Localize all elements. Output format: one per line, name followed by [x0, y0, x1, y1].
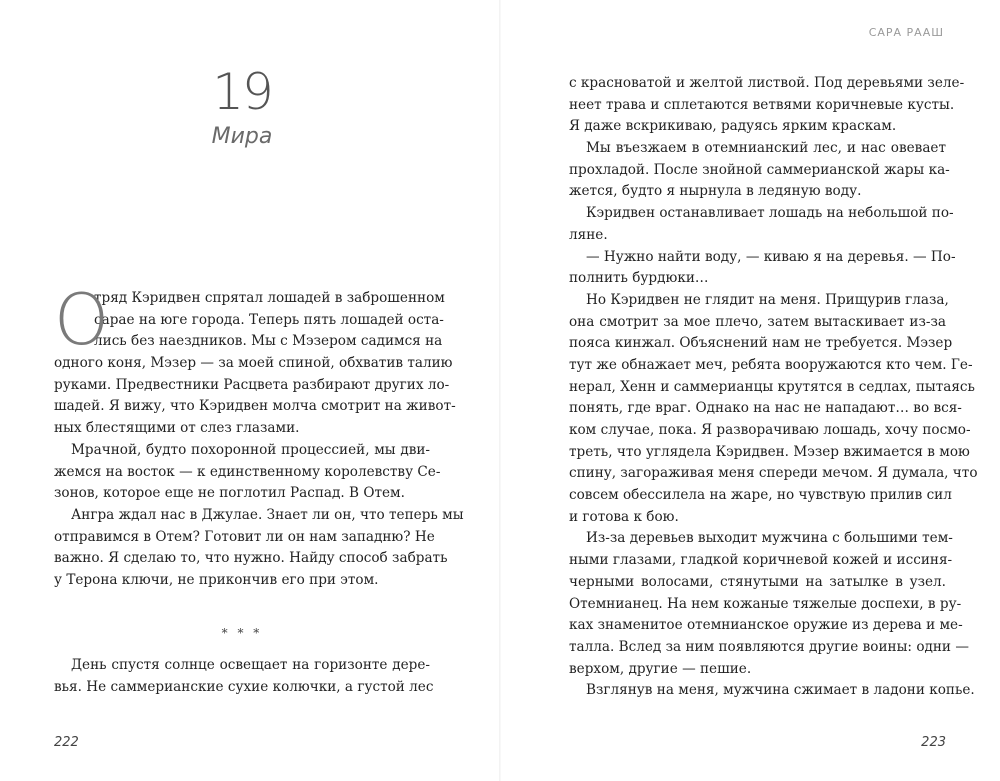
- right-page: [500, 0, 1000, 781]
- text-line: шадей. Я вижу, что Кэридвен молча смотрит на живот-: [54, 398, 456, 415]
- left-text-bottom: [54, 655, 434, 698]
- paragraph: [569, 138, 950, 203]
- text-line: понять, где враг. Однако на нас не нападают… во вся-: [569, 400, 962, 417]
- first-paragraph: [54, 279, 456, 440]
- running-head: САРА РААШ: [868, 26, 944, 39]
- paragraph: [569, 247, 956, 290]
- text-line: совсем обессилела на жаре, но чувствую прилив сил: [569, 487, 952, 504]
- text-line: и готова к бою.: [569, 508, 679, 525]
- text-line: черными волосами, стянутыми на затылке в узел.: [569, 573, 946, 590]
- chapter-title: Мира: [211, 124, 273, 149]
- text-line: Мы въезжаем в отемнианский лес, и нас овевает: [586, 140, 946, 157]
- paragraph: [54, 440, 441, 505]
- text-line: ными глазами, гладкой коричневой кожей и иссиня-: [569, 552, 953, 569]
- text-line: Взглянув на меня, мужчина сжимает в ладони копье.: [586, 682, 975, 699]
- page-number-right: 223: [921, 735, 946, 750]
- text-line: с красноватой и желтой листвой. Под деревьями зеле-: [569, 75, 965, 91]
- text-line: Я даже вскрикиваю, радуясь ярким краскам.: [569, 118, 897, 135]
- text-line: нерал, Хенн и саммерианцы крутятся в седлах, пытаясь: [569, 378, 975, 395]
- text-line: прохладой. После знойной саммерианской жары ка-: [569, 161, 950, 178]
- text-line: Из-за деревьев выходит мужчина с большими тем-: [586, 530, 953, 547]
- text-line: жется, будто я нырнула в ледяную воду.: [569, 183, 862, 200]
- chapter-number: 19: [212, 63, 272, 121]
- paragraph: [54, 505, 464, 592]
- text-line: Кэридвен останавливает лошадь на небольшой по-: [586, 205, 954, 222]
- text-line: зонов, которое еще не поглотил Распад. В Отем.: [54, 485, 405, 502]
- paragraph: [569, 203, 954, 246]
- text-line: ных блестящими от слез глазами.: [54, 420, 300, 437]
- text-line: тряд Кэридвен спрятал лошадей в заброшенном: [94, 290, 445, 306]
- text-line: тут же обнажает меч, ребята вооружаются кто чем. Ге-: [569, 356, 973, 373]
- right-text-column: [569, 73, 978, 702]
- text-line: Ангра ждал нас в Джулае. Знает ли он, что теперь мы: [71, 506, 464, 523]
- left-text-top: [54, 279, 464, 592]
- paragraph: [569, 290, 978, 529]
- text-line: спину, загораживая меня спереди мечом. Я думала, что: [569, 465, 978, 482]
- text-line: руками. Предвестники Расцвета разбирают других ло-: [54, 376, 450, 393]
- text-line: верхом, другие — пешие.: [569, 660, 752, 677]
- text-line: талла. Вслед за ним появляются другие воины: одни —: [569, 638, 969, 655]
- text-line: Отемнианец. На нем кожаные тяжелые доспехи, в ру-: [569, 595, 962, 612]
- scene-break: * * *: [221, 626, 263, 640]
- paragraph: [569, 680, 975, 702]
- paragraph: [569, 73, 965, 138]
- text-line: Мрачной, будто похоронной процессией, мы дви-: [71, 441, 430, 458]
- text-line: ляне.: [569, 226, 608, 243]
- paragraph: [569, 528, 969, 680]
- text-line: у Терона ключи, не прикончив его при этом.: [54, 571, 379, 588]
- text-line: лись без наездников. Мы с Мэзером садимся на: [94, 333, 443, 350]
- text-line: одного коня, Мэзер — за моей спиной, обхватив талию: [54, 355, 453, 372]
- text-line: отправимся в Отем? Готовит ли он нам западню? Не: [54, 528, 435, 545]
- text-line: неет трава и сплетаются ветвями коричневые кусты.: [569, 96, 955, 113]
- text-line: важно. Я сделаю то, что нужно. Найду способ забрать: [54, 550, 448, 567]
- text-line: пояса кинжал. Объяснений нам не требуется. Мэзер: [569, 335, 953, 352]
- text-line: ком случае, пока. Я разворачиваю лошадь, хочу посмо-: [569, 422, 971, 438]
- text-line: вья. Не саммерианские сухие колючки, а густой лес: [54, 678, 434, 695]
- page-number-left: 222: [54, 735, 79, 750]
- text-line: ках знаменитое отемнианское оружие из дерева и ме-: [569, 617, 963, 634]
- text-line: треть, что углядела Кэридвен. Мэзер вжимается в мою: [569, 443, 970, 460]
- text-line: Но Кэридвен не глядит на меня. Прищурив глаза,: [586, 291, 949, 308]
- text-line: жемся на восток — к единственному королевству Се-: [54, 463, 441, 480]
- text-line: сарае на юге города. Теперь пять лошадей оста-: [94, 311, 444, 328]
- text-line: День спустя солнце освещает на горизонте дере-: [71, 657, 430, 673]
- text-line: она смотрит за мое плечо, затем вытаскивает из-за: [569, 313, 946, 330]
- drop-cap: О: [54, 279, 110, 361]
- text-line: — Нужно найти воду, — киваю я на деревья. — По-: [586, 248, 956, 265]
- text-line: полнить бурдюки…: [569, 270, 709, 287]
